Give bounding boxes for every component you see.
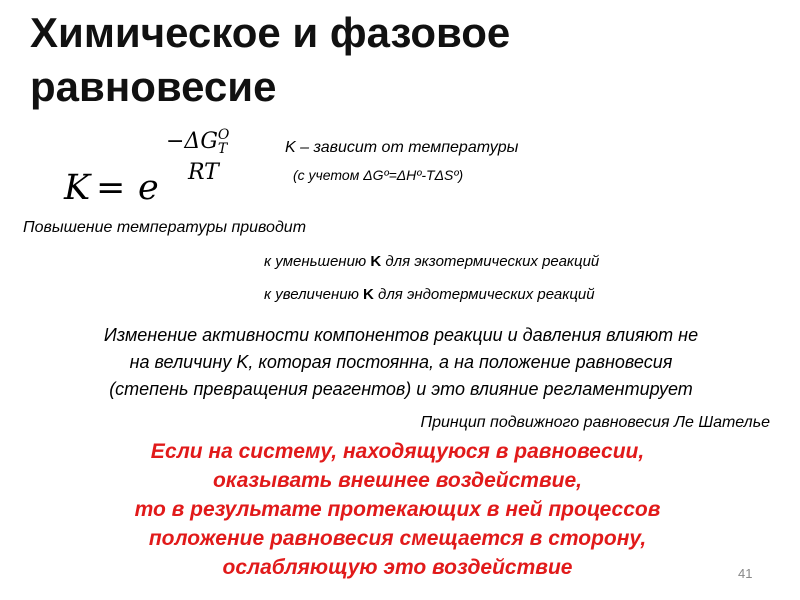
le-chatelier-rule [20,437,775,582]
formula-superscript: O [217,127,230,143]
rule-line: оказывать внешнее воздействие, [212,469,582,492]
dependence-note: (с учетом ΔGº=ΔHº-TΔSº) [293,167,464,183]
list-item-text: для экзотермических реакций [381,253,600,270]
formula-exponent-numerator [166,128,229,156]
le-chatelier-principle-label: Принцип подвижного равновесия Ле Шателье [420,414,770,431]
list-item-exothermic [264,253,599,270]
rule-line: то в результате протекающих в ней процессов [134,498,661,521]
title-line-1: Химическое и фазовое [30,9,511,56]
equilibrium-constant-formula [56,128,256,210]
rule-line: ослабляющую это воздействие [222,556,573,579]
paragraph-line: на величину K, которая постоянна, а на положение равновесия [129,352,673,372]
formula-e: e [138,168,159,208]
list-item-text: к уменьшению [264,253,371,270]
page-number: 41 [738,566,753,581]
rule-line: Если на систему, находящуюся в равновесии, [150,440,645,463]
formula-subscript: T [217,141,228,157]
list-item-k: K [370,253,382,270]
list-item-k: K [363,286,374,303]
temperature-increase-text: Повышение температуры приводит [23,219,307,236]
formula-exponent-denominator: RT [188,160,219,185]
rule-line: положение равновесия смещается в сторону, [148,527,647,550]
slide-title [30,6,510,114]
title-line-2: равновесие [30,63,277,110]
formula-k: K [64,168,91,208]
formula-equals: = [96,168,126,208]
list-item-endothermic [264,286,595,303]
list-item-text: к увеличению [264,286,364,303]
paragraph-line: (степень превращения реагентов) и это влияние регламентирует [109,379,693,399]
formula-delta-g: −ΔG [166,129,218,154]
paragraph-line: Изменение активности компонентов реакции и давления влияют не [103,325,699,345]
activity-paragraph [30,322,772,403]
list-item-text: для эндотермических реакций [373,286,595,303]
dependence-text: K – зависит от температуры [285,139,519,156]
